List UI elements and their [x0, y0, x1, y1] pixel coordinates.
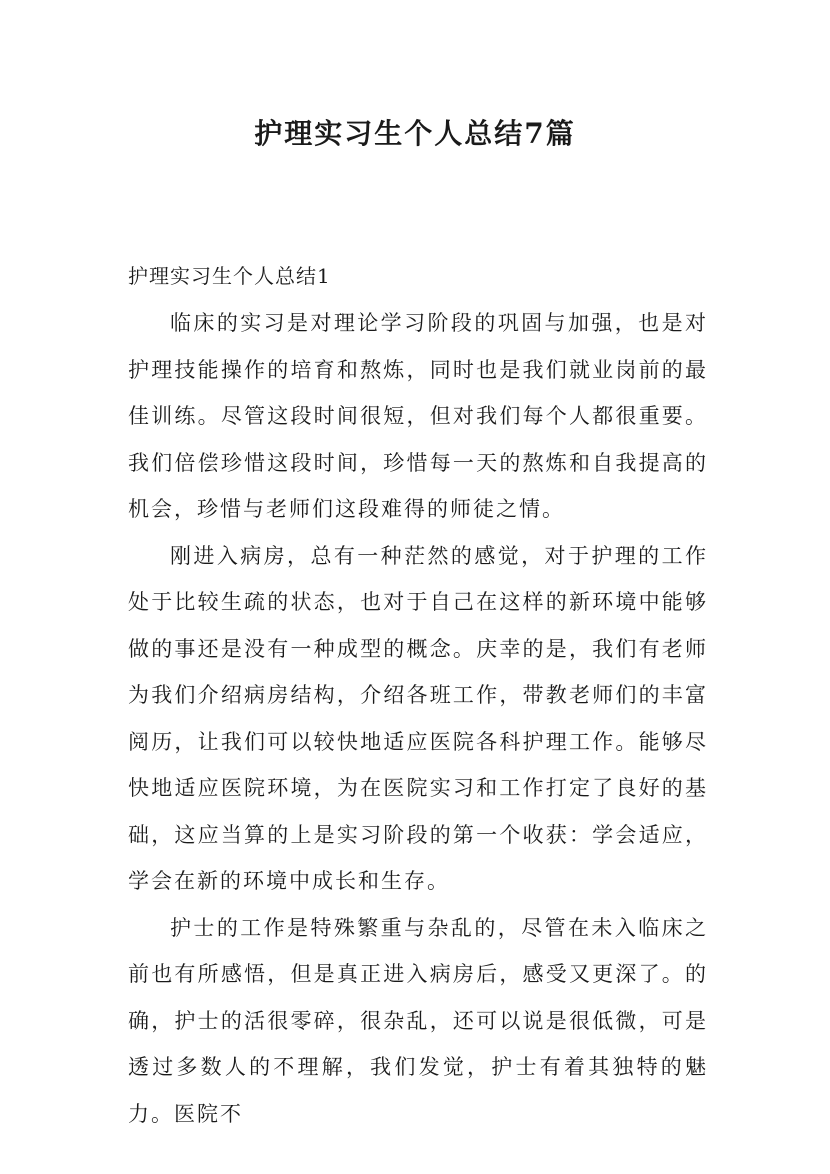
- paragraph-1: 临床的实习是对理论学习阶段的巩固与加强，也是对护理技能操作的培育和熬炼，同时也是我们就业岗前的最佳训练。尽管这段时间很短，但对我们每个人都很重要。我们倍偿珍惜这段时间，珍惜每一天的熬炼和自我提高的机会，珍惜与老师们这段难得的师徒之情。: [128, 311, 708, 521]
- paragraph-2: 刚进入病房，总有一种茫然的感觉，对于护理的工作处于比较生疏的状态，也对于自己在这样的新环境中能够做的事还是没有一种成型的概念。庆幸的是，我们有老师为我们介绍病房结构，介绍各班工作，带教老师们的丰富阅历，让我们可以较快地适应医院各科护理工作。能够尽快地适应医院环境，为在医院实习和工作打定了良好的基础，这应当算的上是实习阶段的第一个收获：学会适应，学会在新的环境中成长和生存。: [128, 543, 708, 893]
- document-title: 护理实习生个人总结7篇: [254, 117, 576, 150]
- paragraph-3: 护士的工作是特殊繁重与杂乱的，尽管在未入临床之前也有所感悟，但是真正进入病房后，感受又更深了。的确，护士的活很零碎，很杂乱，还可以说是很低微，可是透过多数人的不理解，我们发觉，护士有着其独特的魅力。医院不: [128, 915, 708, 1126]
- section-heading: 护理实习生个人总结1: [128, 264, 331, 288]
- document-body: [128, 300, 708, 1137]
